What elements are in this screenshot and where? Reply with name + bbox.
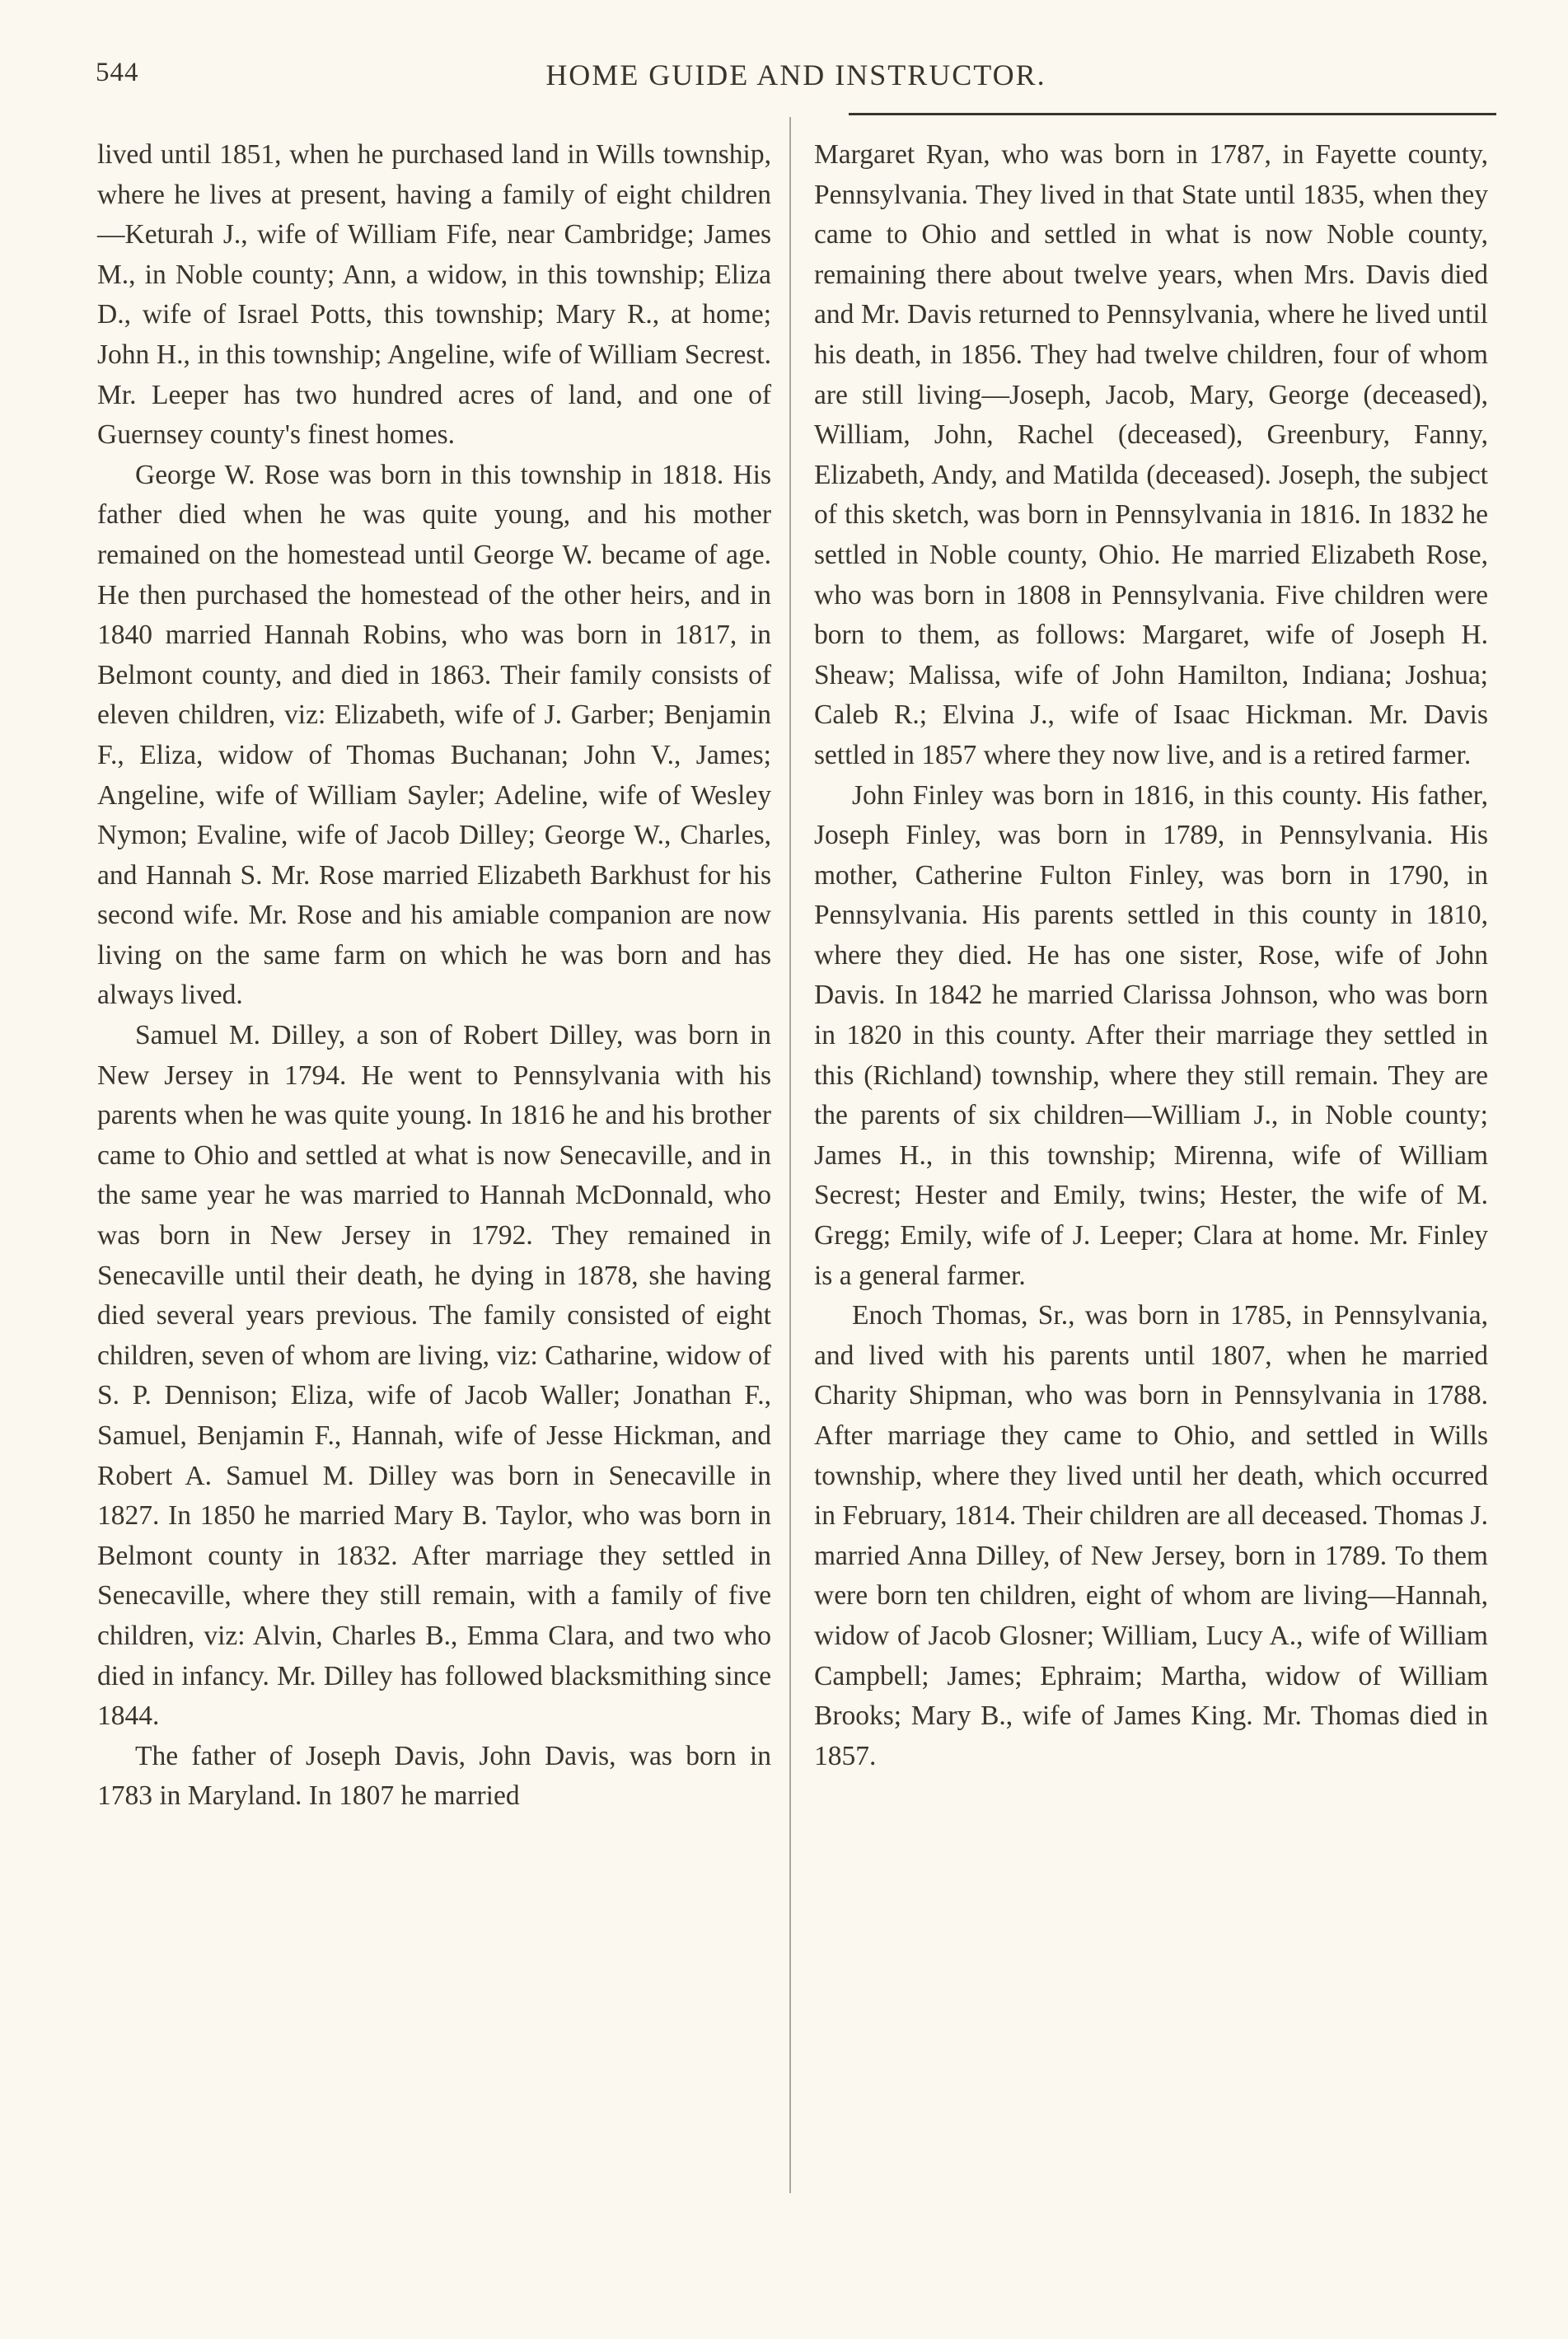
paragraph-enoch-thomas: Enoch Thomas, Sr., was born in 1785, in Pennsylvania, and lived with his parents until 1807, when he married Charity Shipman, who was born in Pennsylvania in 1788. After marriage they came to Ohio, and settled in Wills township, where they lived until her death, which occurred in February, 1814. Their children are all deceased. Thomas J. married Anna Dilley, of New Jersey, born in 1789. To them were born ten children, eight of whom are living—Hannah, widow of Jacob Glosner; William, Lucy A., wife of William Campbell; James; Ephraim; Martha, widow of William Brooks; Mary B., wife of James King. Mr. Thomas died in 1857.	[814, 1300, 1489, 1771]
paragraph-leeper-continued: lived until 1851, when he purchased land in Wills township, where he lives at present, having a family of eight children—Keturah J., wife of William Fife, near Cambridge; James M., in Noble county; Ann, a widow, in this township; Eliza D., wife of Israel Potts, this township; Mary R., at home; John H., in this township; Angeline, wife of William Secrest. Mr. Leeper has two hundred acres of land, and one of Guernsey county's finest homes.	[97, 139, 771, 451]
paragraph-samuel-dilley: Samuel M. Dilley, a son of Robert Dilley, was born in New Jersey in 1794. He went to Pennsylvania with his parents when he was quite young. In 1816 he and his brother came to Ohio and settled at what is now Senecaville, and in the same year he was married to Hannah McDonnald, who was born in New Jersey in 1792. They remained in Senecaville until their death, he dying in 1878, she having died several years previous. The family consisted of eight children, seven of whom are living, viz: Catharine, widow of S. P. Dennison; Eliza, wife of Jacob Waller; Jonathan F., Samuel, Benjamin F., Hannah, wife of Jesse Hickman, and Robert A. Samuel M. Dilley was born in Senecaville in 1827. In 1850 he married Mary B. Taylor, who was born in Belmont county in 1832. After marriage they settled in Senecaville, where they still remain, with a family of five children, viz: Alvin, Charles B., Emma Clara, and two who died in infancy. Mr. Dilley has followed blacksmithing since 1844.	[97, 1020, 771, 1732]
column-divider	[789, 117, 791, 2193]
paragraph-george-rose: George W. Rose was born in this township in 1818. His father died when he was quite young, and his mother remained on the homestead until George W. became of age. He then purchased the homestead of the other heirs, and in 1840 married Hannah Robins, who was born in 1817, in Belmont county, and died in 1863. Their family consists of eleven children, viz: Elizabeth, wife of J. Garber; Benjamin F., Eliza, widow of Thomas Buchanan; John V., James; Angeline, wife of William Sayler; Adeline, wife of Wesley Nymon; Evaline, wife of Jacob Dilley; George W., Charles, and Hannah S. Mr. Rose married Elizabeth Barkhust for his second wife. Mr. Rose and his amiable companion are now living on the same farm on which he was born and has always lived.	[97, 459, 771, 1011]
paragraph-john-finley: John Finley was born in 1816, in this county. His father, Joseph Finley, was born in 1789, in Pennsylvania. His mother, Catherine Fulton Finley, was born in 1790, in Pennsylvania. His parents settled in this county in 1810, where they died. He has one sister, Rose, wife of John Davis. In 1842 he married Clarissa Johnson, who was born in 1820 in this county. After their marriage they settled in this (Richland) township, where they still remain. They are the parents of six children—William J., in Noble county; James H., in this township; Mirenna, wife of William Secrest; Hester and Emily, twins; Hester, the wife of M. Gregg; Emily, wife of J. Leeper; Clara at home. Mr. Finley is a general farmer.	[814, 779, 1488, 1291]
paragraph-davis-continued: Margaret Ryan, who was born in 1787, in Fayette county, Pennsylvania. They lived in that State until 1835, when they came to Ohio and settled in what is now Noble county, remaining there about twelve years, when Mrs. Davis died and Mr. Davis returned to Pennsylvania, where he lived until his death, in 1856. They had twelve children, four of whom are still living—Joseph, Jacob, Mary, George (deceased), William, John, Rachel (deceased), Greenbury, Fanny, Elizabeth, Andy, and Matilda (deceased). Joseph, the subject of this sketch, was born in Pennsylvania in 1816. In 1832 he settled in Noble county, Ohio. He married Elizabeth Rose, who was born in 1808 in Pennsylvania. Five children were born to them, as follows: Margaret, wife of Joseph H. Sheaw; Malissa, wife of John Hamilton, Indiana; Joshua; Caleb R.; Elvina J., wife of Isaac Hickman. Mr. Davis settled in 1857 where they now live, and is a retired farmer.	[814, 139, 1488, 770]
page-number: 544	[96, 58, 139, 87]
page-header	[96, 58, 1496, 107]
paragraph-john-davis: The father of Joseph Davis, John Davis, was born in 1783 in Maryland. In 1807 he married	[97, 1740, 771, 1812]
header-rule	[849, 113, 1496, 115]
running-title: HOME GUIDE AND INSTRUCTOR.	[545, 58, 1046, 91]
right-column	[814, 135, 1488, 1776]
left-column	[97, 135, 771, 1817]
